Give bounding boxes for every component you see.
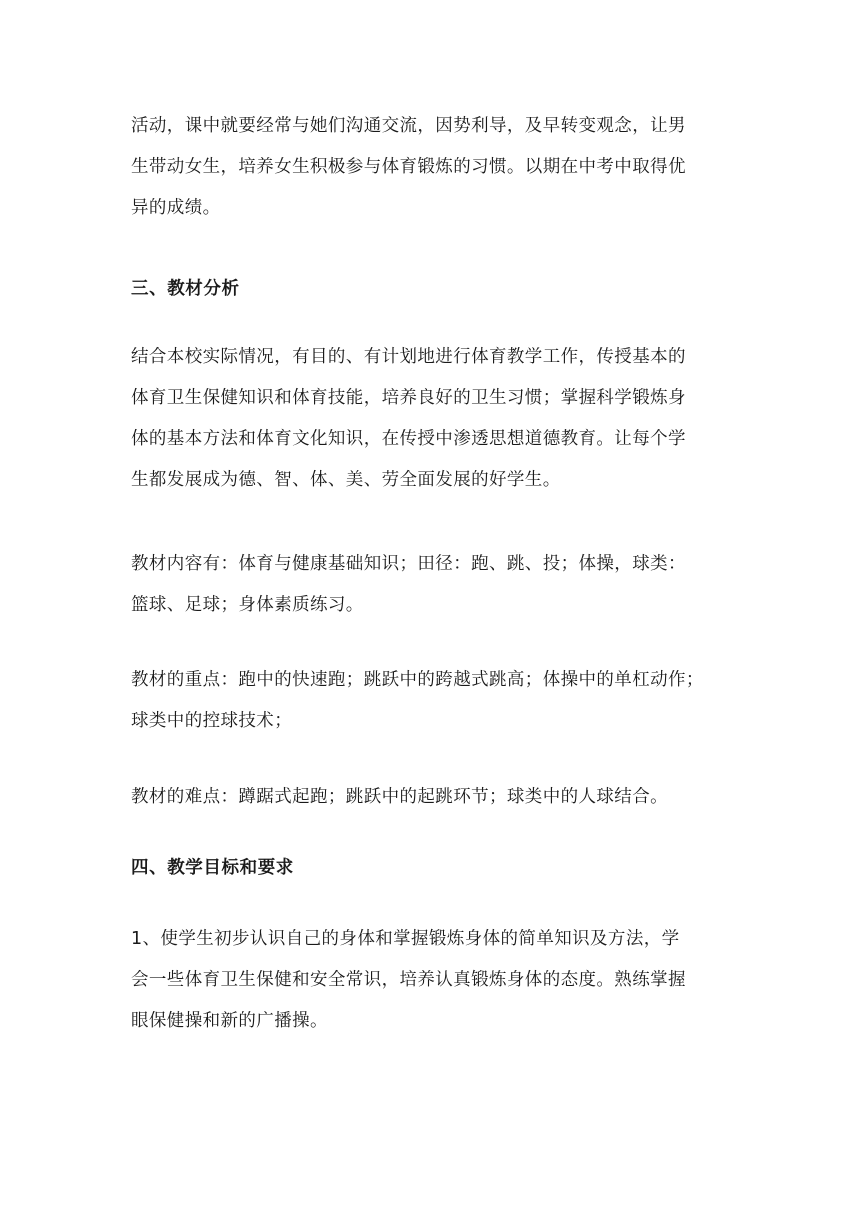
- section-heading-three: 三、教材分析: [131, 279, 240, 299]
- section-three-paragraph-1: [131, 337, 731, 501]
- text-line: 生带动女生，培养女生积极参与体育锻炼的习惯。以期在中考中取得优: [131, 157, 686, 177]
- text-line: 异的成绩。: [131, 198, 221, 218]
- section-three-paragraph-2: [131, 544, 731, 626]
- text-line: 活动，课中就要经常与她们沟通交流，因势利导，及早转变观念，让男: [131, 116, 686, 136]
- section-four-paragraph-1: [131, 919, 731, 1042]
- text-line: 教材的重点：跑中的快速跑；跳跃中的跨越式跳高；体操中的单杠动作；: [131, 670, 704, 690]
- section-heading-four: 四、教学目标和要求: [131, 858, 294, 878]
- text-line: 体育卫生保健知识和体育技能，培养良好的卫生习惯；掌握科学锻炼身: [131, 388, 686, 408]
- text-line: 教材的难点：蹲踞式起跑；跳跃中的起跳环节；球类中的人球结合。: [131, 787, 668, 807]
- text-line: 眼保健操和新的广播操。: [131, 1011, 328, 1031]
- text-line: 教材内容有：体育与健康基础知识；田径：跑、跳、投；体操，球类：: [131, 554, 686, 574]
- text-line: 结合本校实际情况，有目的、有计划地进行体育教学工作，传授基本的: [131, 347, 686, 367]
- text-line: 篮球、足球；身体素质练习。: [131, 595, 364, 615]
- text-line: 生都发展成为德、智、体、美、劳全面发展的好学生。: [131, 470, 561, 490]
- text-line: 1、使学生初步认识自己的身体和掌握锻炼身体的简单知识及方法，学: [131, 929, 680, 949]
- text-line: 会一些体育卫生保健和安全常识，培养认真锻炼身体的态度。熟练掌握: [131, 970, 686, 990]
- section-three-paragraph-3: [131, 660, 731, 742]
- text-line: 体的基本方法和体育文化知识，在传授中渗透思想道德教育。让每个学: [131, 429, 686, 449]
- intro-paragraph: [131, 106, 731, 229]
- section-three-paragraph-4: [131, 777, 731, 818]
- text-line: 球类中的控球技术；: [131, 711, 293, 731]
